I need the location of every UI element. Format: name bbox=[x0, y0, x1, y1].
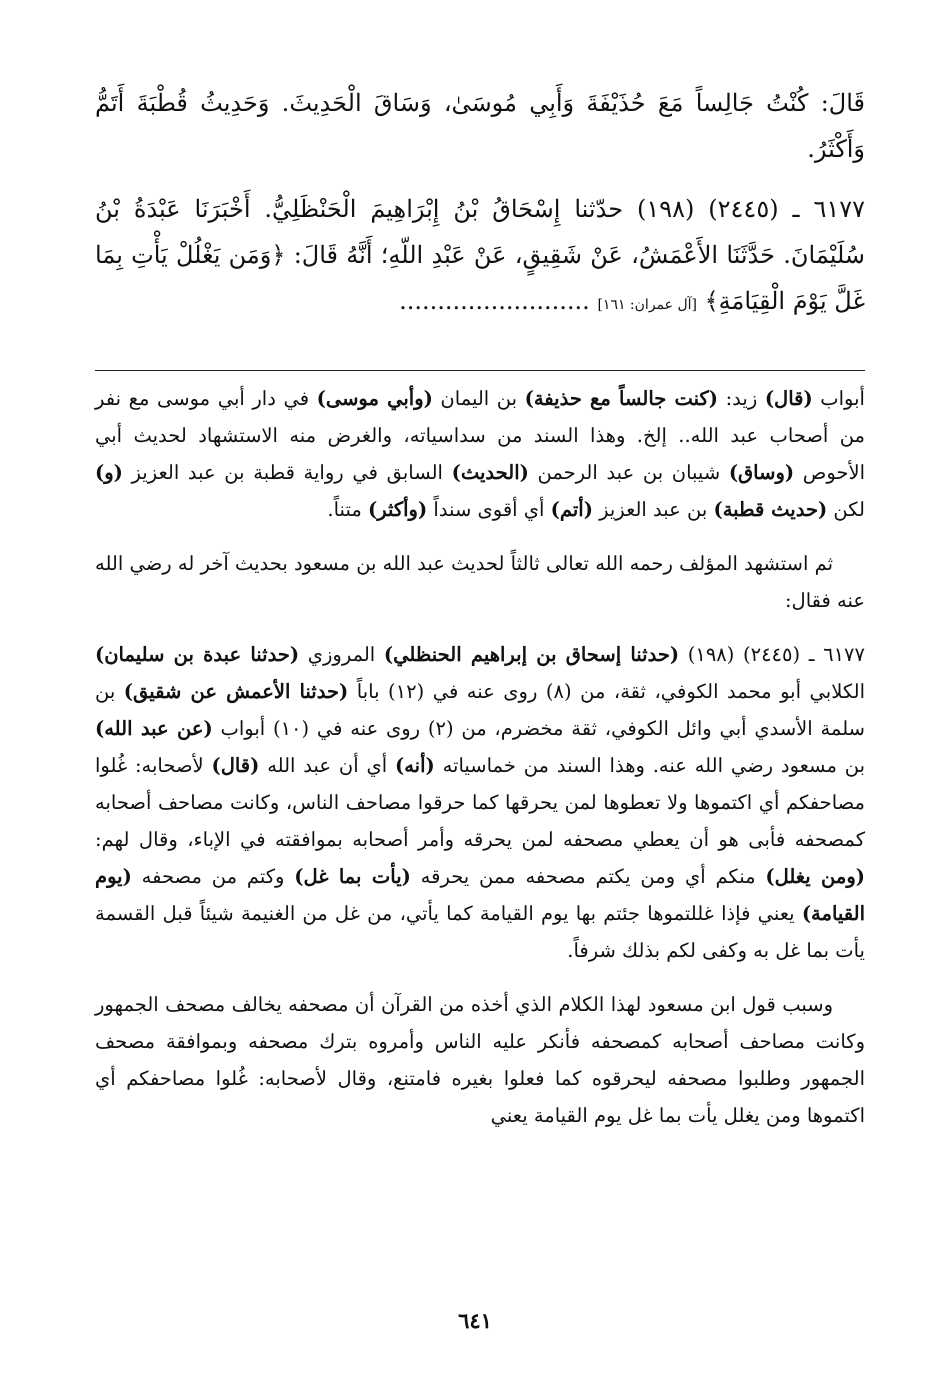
commentary-paragraph-2: ثم استشهد المؤلف رحمه الله تعالى ثالثاً لحديث عبد الله بن مسعود بحديث آخر له رضي الله عنه فقال: bbox=[95, 552, 865, 612]
bold-quote: (الحديث) bbox=[451, 461, 529, 484]
bold-quote: (حديث قطبة) bbox=[713, 498, 828, 521]
commentary-section bbox=[95, 380, 865, 1151]
bold-quote: (يوم القيامة) bbox=[95, 865, 865, 925]
page-number: ٦٤١ bbox=[458, 1308, 492, 1333]
continuation-dots: ......................... bbox=[399, 287, 590, 315]
quran-reference: [آل عمران: ١٦١] bbox=[597, 297, 697, 313]
commentary-paragraph-4: وسبب قول ابن مسعود لهذا الكلام الذي أخذه من القرآن أن مصحفه يخالف مصحف الجمهور وكانت مصاحف أصحابه كمصحفه فأنكر عليه الناس وأمروه بترك مصحفه وبموافقة مصحف الجمهور وطلبوا مصحفه ليحرقوه كما فعلوا بغيره فامتنع، وقال لأصحابه: غُلوا مصاحفكم أي اكتموها ومن يغلل يأت بما غل يوم القيامة يعني bbox=[95, 993, 865, 1127]
hadith-paragraph-1: قَالَ: كُنْتُ جَالِساً مَعَ حُذَيْفَةَ وَأَبِي مُوسَىٰ، وَسَاقَ الْحَدِيثَ. وَحَدِيثُ قُطْبَةَ أَتَمُّ وَأَكْثَرُ. bbox=[95, 89, 865, 163]
bold-quote: (وأبي موسى) bbox=[316, 387, 433, 410]
bold-quote: (أنه) bbox=[394, 754, 435, 777]
bold-quote: (حدثنا الأعمش عن شقيق) bbox=[123, 680, 349, 703]
commentary-paragraph-1: أبواب (قال) زيد: (كنت جالساً مع حذيفة) بن اليمان (وأبي موسى) في دار أبي موسى مع نفر من أصحاب عبد الله.. إلخ. وهذا السند من سداسياته، والغرض منه الاستشهاد لحديث أبي الأحوص (وساق) شيبان بن عبد الرحمن (الحديث) السابق في رواية قطبة بن عبد العزيز (و) لكن (حديث قطبة) بن عبد العزيز (أتم) أي أقوى سنداً (وأكثر) متناً. bbox=[95, 387, 865, 521]
bold-quote: (و) bbox=[95, 461, 123, 484]
bold-quote: (كنت جالساً مع حذيفة) bbox=[524, 387, 719, 410]
commentary-paragraph-3: ٦١٧٧ ـ (٢٤٤٥) (١٩٨) (حدثنا إسحاق بن إبراهيم الحنظلي) المروزي (حدثنا عبدة بن سليمان) الكلابي أبو محمد الكوفي، ثقة، من (٨) روى عنه في (١٢) باباً (حدثنا الأعمش عن شقيق) بن سلمة الأسدي أبي وائل الكوفي، ثقة مخضرم، من (٢) روى عنه في (١٠) أبواب (عن عبد الله) بن مسعود رضي الله عنه. وهذا السند من خماسياته (أنه) أي أن عبد الله (قال) لأصحابه: غُلوا مصاحفكم أي اكتموها ولا تعطوها لمن يحرقها كما حرقوا مصاحف الناس، وكانت مصاحف أصحابه كمصحفه فأبى هو أن يعطي مصحفه لمن يحرقه وأمر أصحابه بموافقته في الإباء، وقال لهم: (ومن يغلل) منكم أي ومن يكتم مصحفه ممن يحرقه (يأت بما غل) وكتم من مصحفه (يوم القيامة) يعني فإذا غللتموها جئتم بها يوم القيامة كما يأتي، من غل من الغنيمة شيئاً قبل القسمة يأت بما غل به وكفى لكم بذلك شرفاً. bbox=[95, 643, 865, 962]
bold-quote: (وأكثر) bbox=[367, 498, 428, 521]
footnote-divider bbox=[95, 370, 865, 371]
bold-quote: (حدثنا إسحاق بن إبراهيم الحنظلي) bbox=[383, 643, 680, 666]
bold-quote: (قال) bbox=[211, 754, 260, 777]
hadith-paragraph-2 bbox=[95, 186, 865, 324]
bold-quote: (ومن يغلل) bbox=[765, 865, 865, 888]
bold-quote: (يأت بما غل) bbox=[294, 865, 411, 888]
bold-quote: (وساق) bbox=[728, 461, 795, 484]
hadith-6177-text: ٦١٧٧ ـ (٢٤٤٥) (١٩٨) حدّثنا إِسْحَاقُ بْنُ إِبْرَاهِيمَ الْحَنْظَلِيُّ. أَخْبَرَنَا عَبْدَةُ بْنُ سُلَيْمَانَ. حَدَّثَنَا الأَعْمَشُ، عَنْ شَقِيقٍ، عَنْ عَبْدِ اللّهِ؛ أَنَّهُ قَالَ: ﴿وَمَن يَغْلُلْ يَأْتِ بِمَا غَلَّ يَوْمَ الْقِيَامَةِ﴾ bbox=[95, 195, 865, 315]
hadith-section bbox=[95, 80, 865, 324]
bold-quote: (أتم) bbox=[550, 498, 593, 521]
bold-quote: (عن عبد الله) bbox=[95, 717, 213, 740]
bold-quote: (قال) bbox=[764, 387, 813, 410]
bold-quote: (حدثنا عبدة بن سليمان) bbox=[95, 643, 300, 666]
